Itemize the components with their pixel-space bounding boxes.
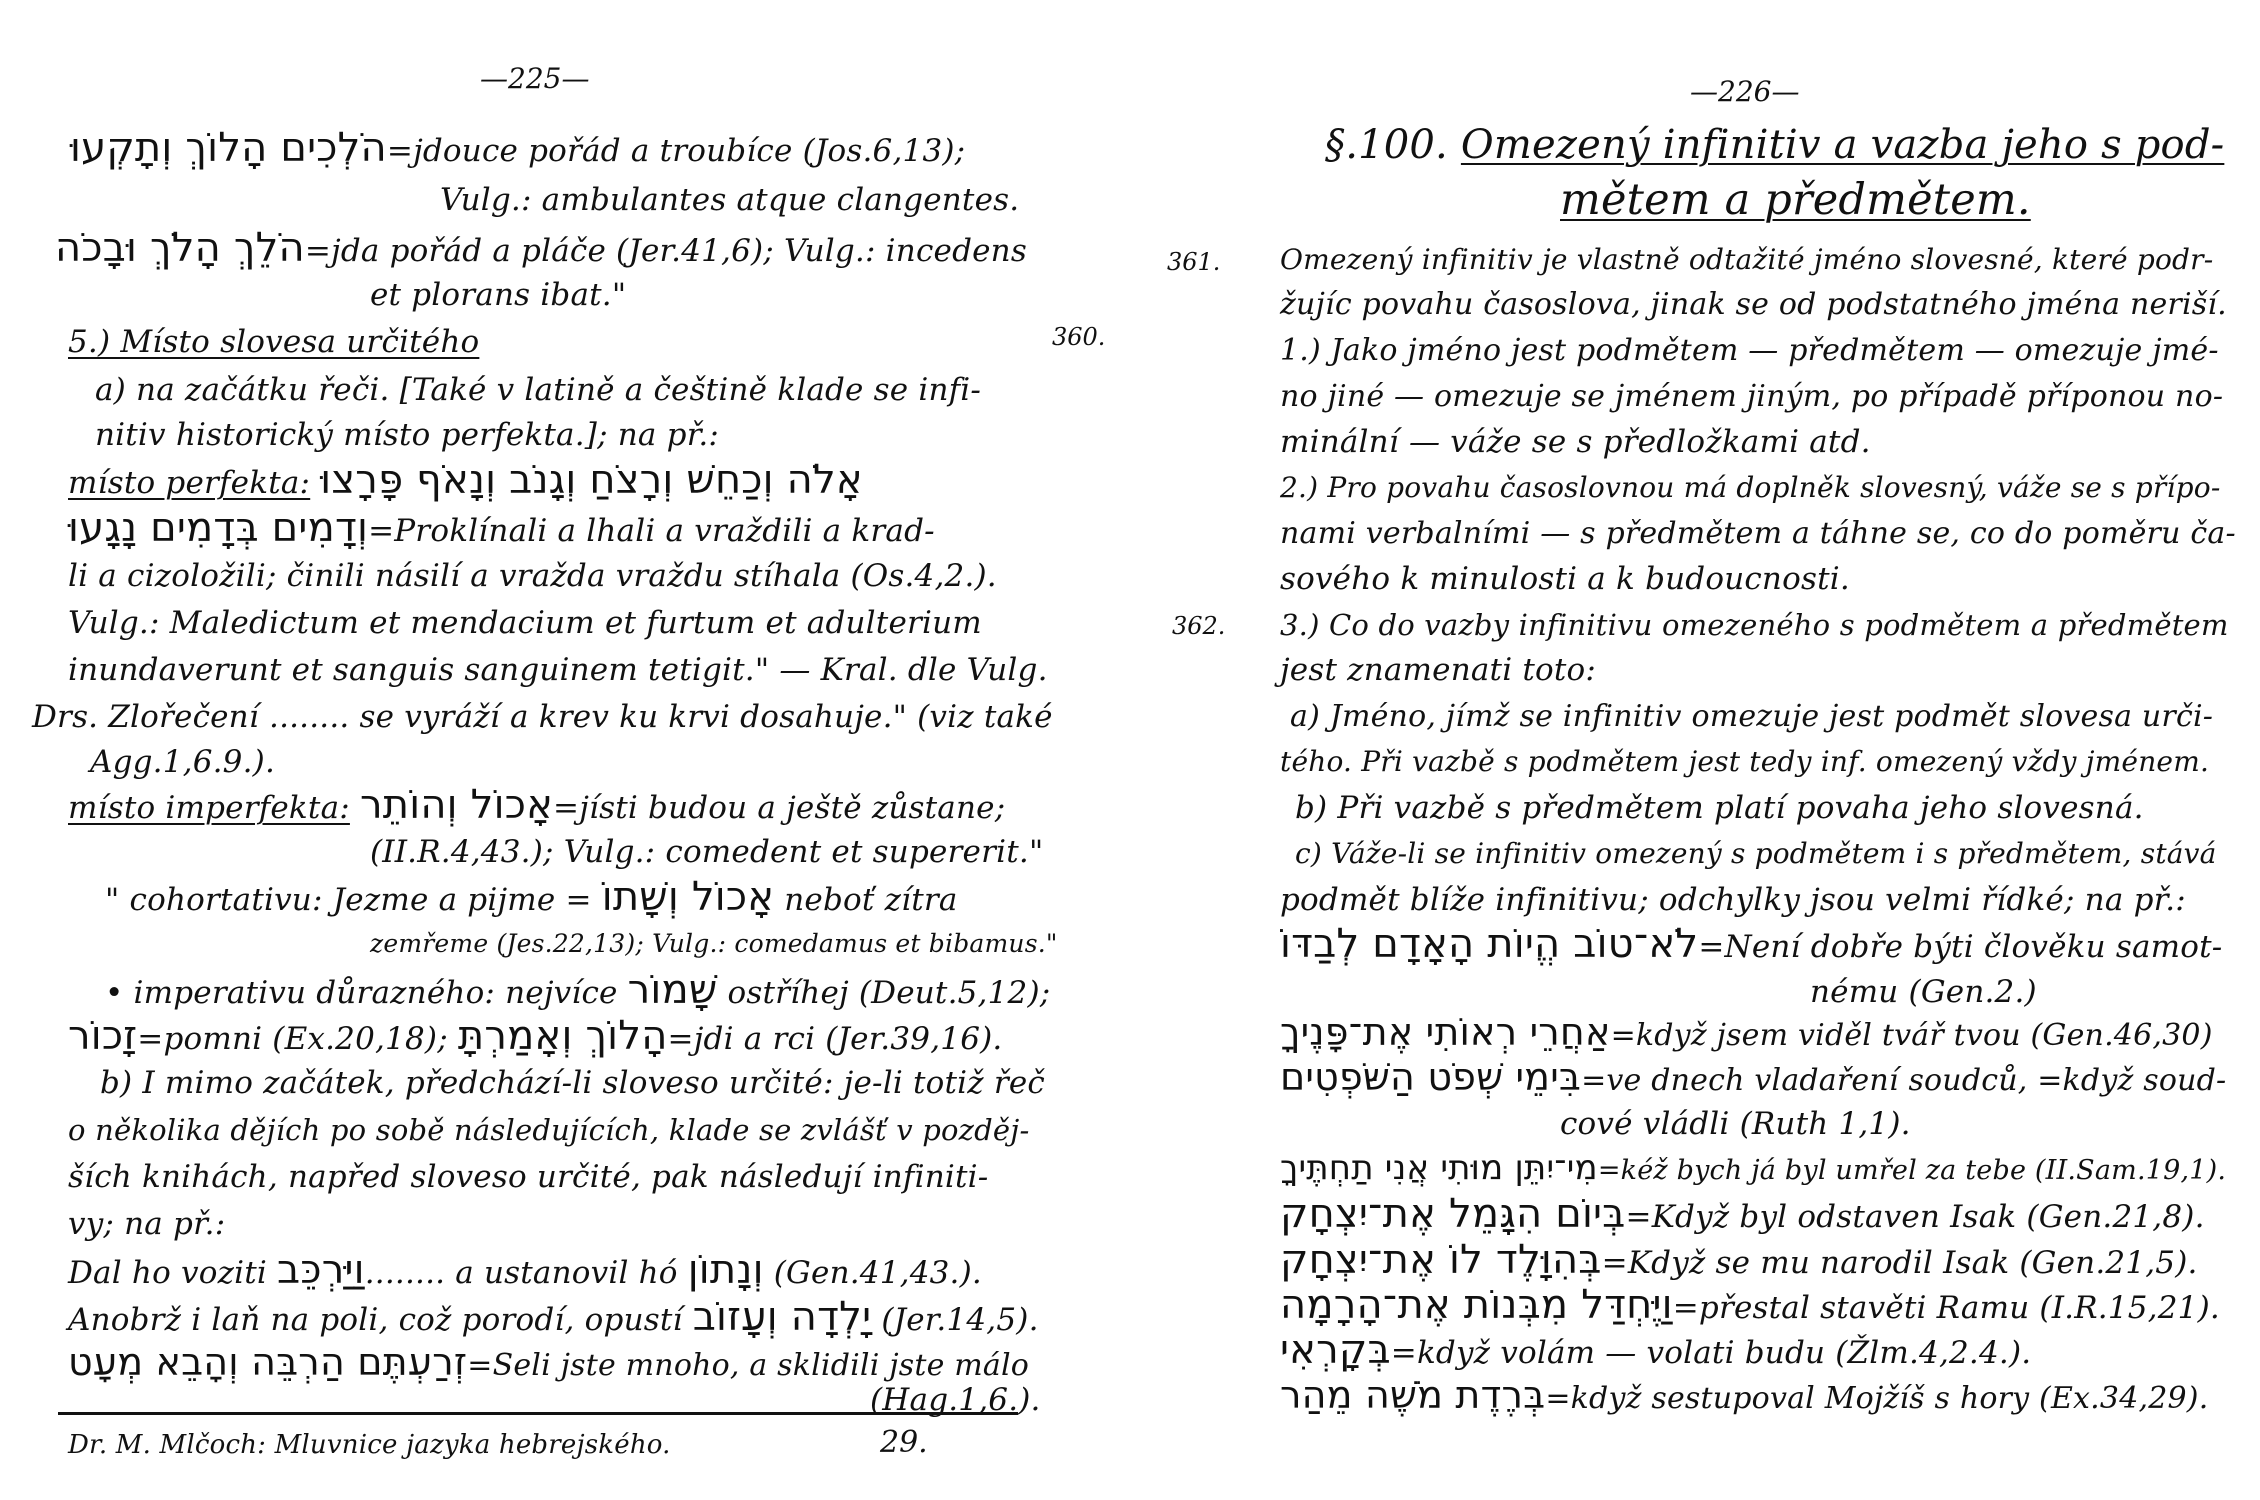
subsection-heading: 5.) Místo slovesa určitého (68, 324, 480, 360)
text-line: הֹלְכִים הָלוֹךְ וְתָקְעוּ=jdouce pořád a troubíce (Jos.6,13); (70, 125, 966, 171)
text-line: Vulg.: Maledictum et mendacium et furtum et adulterium (68, 605, 982, 641)
text-line: 2.) Pro povahu časoslovnou má doplněk slovesný, váže se s přípo- (1280, 471, 2221, 504)
text-line: Vulg.: ambulantes atque clangentes. (440, 182, 1020, 218)
text-line: minální — váže se s předložkami atd. (1280, 424, 1871, 460)
margin-number: 361. (1167, 248, 1221, 276)
text-line: בְּיוֹם הִגָּמֵל אֶת־יִצְחָק=Když byl odstaven Isak (Gen.21,8). (1280, 1191, 2205, 1237)
text-line: בְּקָרְאִי=když volám — volati budu (Žlm.4,2.4.). (1280, 1327, 2032, 1373)
text-line: וְדָמִים בְּדָמִים נָגָעוּ=Proklínali a lhali a vraždili a krad- (68, 505, 935, 551)
text-line: אַחֲרֵי רְאוֹתִי אֶת־פָּנֶיךָ=když jsem viděl tvář tvou (Gen.46,30) (1280, 1010, 2213, 1054)
text-line: זְרַעְתֶּם הַרְבֵּה וְהָבֵא מְעָט=Seli jste mnoho, a sklidili jste málo (68, 1340, 1030, 1384)
text-line: žujíc povahu časoslova, jinak se od podstatného jména neriší. (1280, 287, 2227, 322)
text-line: Drs. Zlořečení ........ se vyráží a krev ku krvi dosahuje." (viz také (32, 699, 1053, 735)
text-line: 3.) Co do vazby infinitivu omezeného s podmětem a předmětem (1280, 608, 2229, 642)
page-number: —226— (1690, 75, 1800, 108)
text-line: sového k minulosti a k budoucnosti. (1280, 561, 1850, 597)
text-line: zemřeme (Jes.22,13); Vulg.: comedamus et bibamus." (370, 929, 1058, 958)
left-page (0, 0, 1080, 1500)
text-line: זָכוֹר=pomni (Ex.20,18); הָלוֹךְ וְאָמַרְתָּ=jdi a rci (Jer.39,16). (68, 1013, 1003, 1059)
text-line: בְּרֶדֶת מֹשֶׁה מֵהַר=když sestupoval Mojžíš s hory (Ex.34,29). (1280, 1373, 2209, 1417)
text-line: בְּהִוָּלֶד לוֹ אֶת־יִצְחָק=Když se mu narodil Isak (Gen.21,5). (1280, 1237, 2198, 1283)
text-line: no jiné — omezuje se jménem jiným, po případě příponou no- (1280, 379, 2224, 414)
section-heading-continued: mětem a předmětem. (1560, 175, 2031, 225)
sheet-number: 29. (880, 1425, 928, 1460)
text-line: b) I mimo začátek, předchází-li sloveso určité: je-li totiž řeč (100, 1065, 1045, 1101)
margin-number: 362. (1172, 612, 1226, 640)
text-line: וַיֶּחְדַּל מִבְּנוֹת אֶת־הָרָמָה=přestal stavěti Ramu (I.R.15,21). (1280, 1282, 2220, 1328)
text-line: nému (Gen.2.) (1810, 974, 2037, 1010)
text-line: Anobrž i laň na poli, což porodí, opustí יָלְדָה וְעָזוֹב (Jer.14,5). (68, 1294, 1039, 1340)
text-line: a) Jméno, jímž se infinitiv omezuje jest podmět slovesa urči- (1290, 699, 2214, 734)
text-line: הֹלֵךְ הָלֹךְ וּבָכֹה=jda pořád a pláče (Jer.41,6); Vulg.: incedens (55, 225, 1027, 271)
text-line: Agg.1,6.9.). (90, 744, 276, 780)
page-number: —225— (480, 62, 590, 95)
text-line: tého. Při vazbě s podmětem jest tedy inf. omezený vždy jménem. (1280, 745, 2210, 778)
margin-number: 360. (1052, 323, 1106, 351)
text-line: a) na začátku řeči. [Také v latině a češtině klade se infi- (95, 372, 982, 408)
text-line: c) Váže-li se infinitiv omezený s podmětem i s předmětem, stává (1295, 837, 2217, 870)
text-line: místo imperfekta: אָכוֹל וְהוֹתֵר=jísti budou a ještě zůstane; (68, 782, 1006, 828)
text-line: jest znamenati toto: (1280, 652, 1597, 688)
text-line: inundaverunt et sanguis sanguinem tetigit." — Kral. dle Vulg. (68, 652, 1048, 688)
text-line: בִּימֵי שְׁפֹט הַשֹּׁפְטִים=ve dnech vladaření soudců, =když soud- (1280, 1055, 2227, 1099)
text-line: cové vládli (Ruth 1,1). (1560, 1106, 1911, 1142)
text-line: vy; na př.: (68, 1206, 226, 1242)
text-line: Omezený infinitiv je vlastně odtažité jméno slovesné, které podr- (1280, 243, 2214, 276)
footer-author: Dr. M. Mlčoch: Mluvnice jazyka hebrejského. (68, 1430, 671, 1460)
text-line: et plorans ibat." (370, 277, 627, 313)
text-line: místo perfekta: אָלֹה וְכַחֵשׁ וְרָצֹחַ וְגָנֹב וְנָאֹף פָּרָצוּ (68, 457, 863, 503)
section-heading: §.100. Omezený infinitiv a vazba jeho s pod- (1325, 122, 2225, 168)
text-line: (Hag.1,6.). (870, 1382, 1041, 1418)
right-page (1130, 0, 2260, 1500)
text-line: b) Při vazbě s předmětem platí povaha jeho slovesná. (1295, 790, 2144, 826)
text-line: Dal ho voziti וַיַּרְכֵּב........ a ustanovil hó וְנָתוֹן (Gen.41,43.). (68, 1247, 982, 1293)
text-line: nitiv historický místo perfekta.]; na př.: (95, 417, 720, 453)
text-line: • imperativu důrazného: nejvíce שָׁמוֹר ostříhej (Deut.5,12); (105, 967, 1051, 1013)
text-line: " cohortativu: Jezme a pijme = אָכוֹל וְשָׁתוֹ neboť zítra (105, 874, 958, 920)
text-line: nami verbalními — s předmětem a táhne se, co do poměru ča- (1280, 516, 2236, 551)
text-line: o několika dějích po sobě následujících, klade se zvlášť v pozděj- (68, 1113, 1030, 1147)
text-line: לֹא־טוֹב הֱיוֹת הָאָדָם לְבַדּוֹ=Není dobře býti člověku samot- (1280, 921, 2223, 967)
text-line: podmět blíže infinitivu; odchylky jsou velmi řídké; na př.: (1280, 882, 2186, 918)
text-line: מִי־יִתֵּן מוּתִי אֲנִי תַחְתֶּיךָ=kéž bych já byl umřel za tebe (II.Sam.19,1). (1280, 1148, 2227, 1188)
footer-rule (58, 1412, 1018, 1415)
text-line: li a cizoložili; činili násilí a vražda vraždu stíhala (Os.4,2.). (68, 558, 997, 594)
text-line: ších knihách, napřed sloveso určité, pak následují infiniti- (68, 1159, 989, 1195)
text-line: 1.) Jako jméno jest podmětem — předmětem — omezuje jmé- (1280, 333, 2219, 368)
text-line: (II.R.4,43.); Vulg.: comedent et supererit." (370, 834, 1044, 870)
